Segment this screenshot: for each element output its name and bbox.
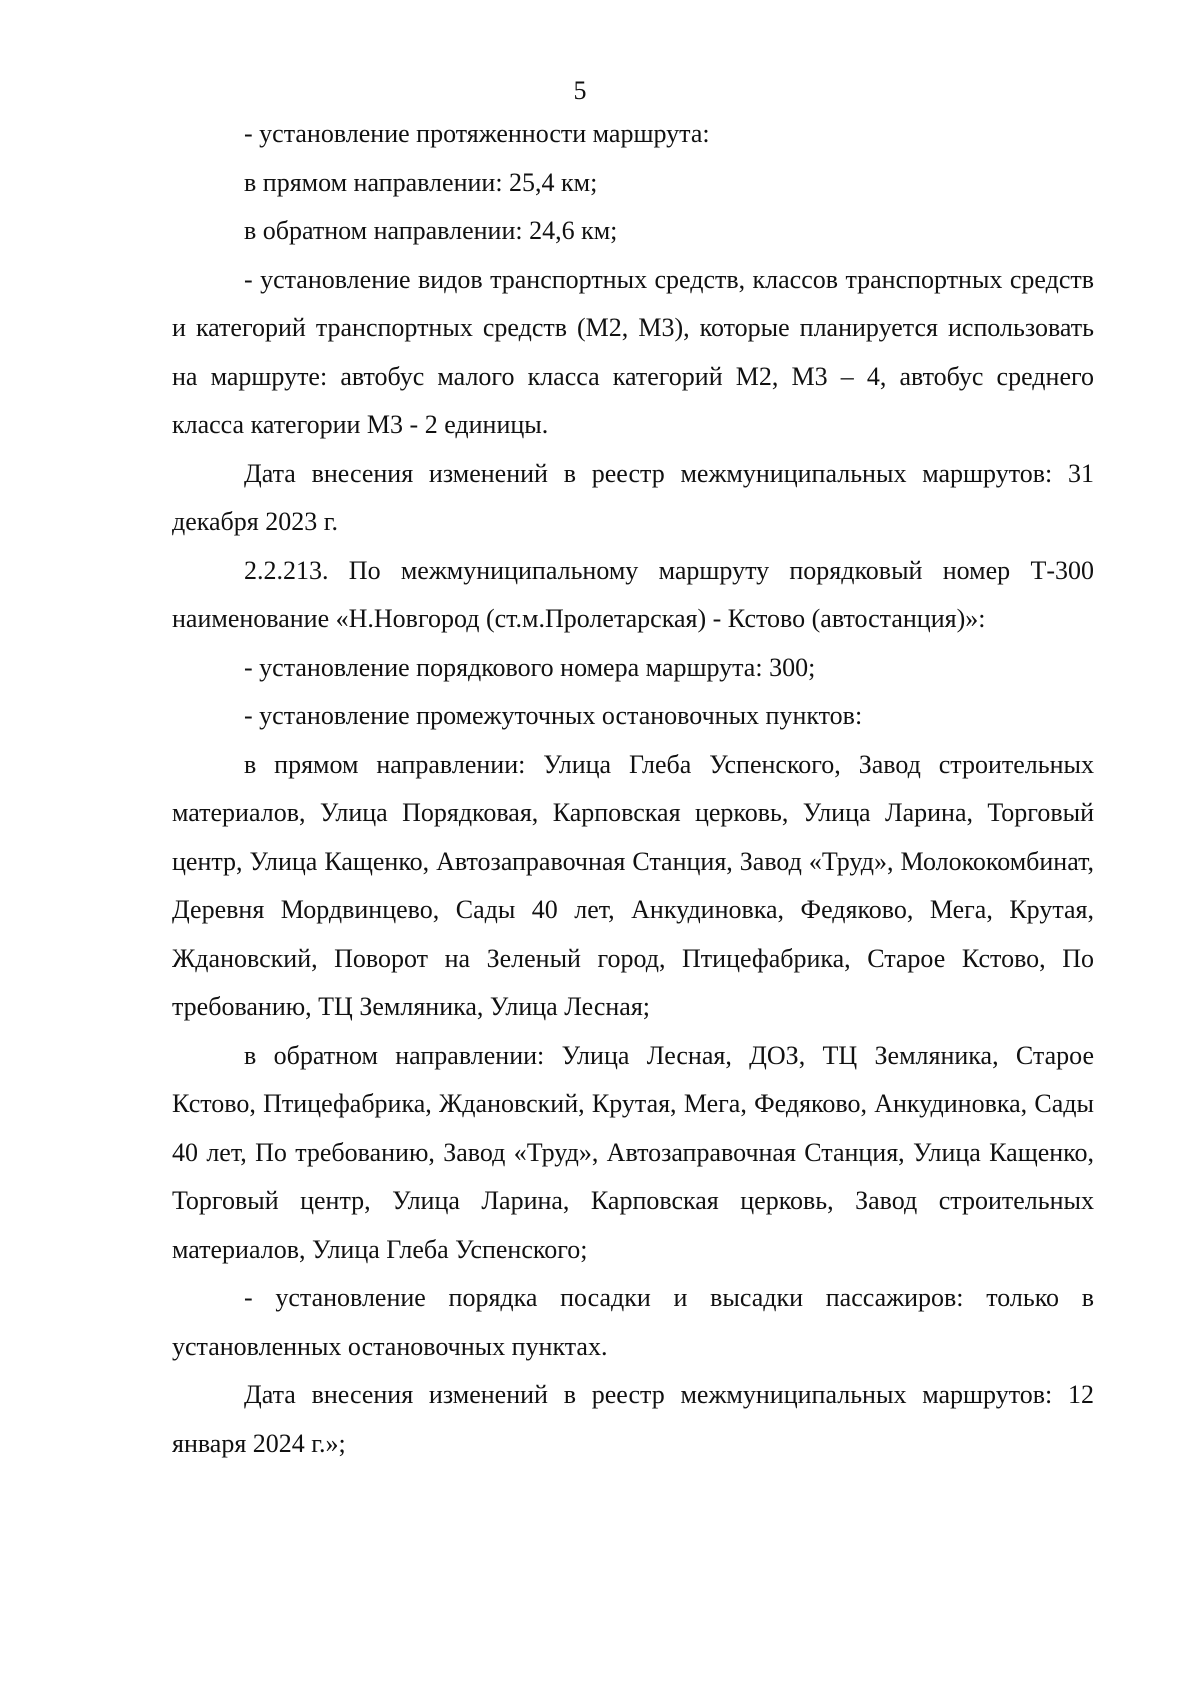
paragraph-forward-length: в прямом направлении: 25,4 км; bbox=[244, 167, 598, 197]
paragraph-vehicle-types: - установление видов транспортных средств, классов транспортных средств и категорий транспортных средств (М2, М3), которые планируется использовать на маршруте: автобус малого класса категорий М2, М3 – 4, автобус среднего класса категории М3 - 2 единицы. bbox=[172, 264, 1094, 439]
paragraph-registry-date-1: Дата внесения изменений в реестр межмуниципальных маршрутов: 31 декабря 2023 г. bbox=[172, 458, 1094, 536]
paragraph-forward-stops: в прямом направлении: Улица Глеба Успенского, Завод строительных материалов, Улица Порядковая, Карповская церковь, Улица Ларина, Торговый центр, Улица Кащенко, Автозаправочная Станция, Завод «Труд», Молококомбинат, Деревня Мордвинцево, Сады 40 лет, Анкудиновка, Федяково, Мега, Крутая, Ждановский, Поворот на Зеленый город, Птицефабрика, Старое Кстово, По требованию, ТЦ Земляника, Улица Лесная; bbox=[172, 749, 1094, 1021]
paragraph-registry-date-2: Дата внесения изменений в реестр межмуниципальных маршрутов: 12 января 2024 г.»; bbox=[172, 1380, 1094, 1458]
paragraph-route-number: - установление порядкового номера маршрута: 300; bbox=[244, 652, 816, 682]
paragraph-route-length: - установление протяженности маршрута: bbox=[244, 119, 710, 148]
page-number: 5 bbox=[573, 76, 587, 105]
paragraph-route-t300-heading: 2.2.213. По межмуниципальному маршруту порядковый номер Т-300 наименование «Н.Новгород (ст.м.Пролетарская) - Кстово (автостанция)»: bbox=[172, 555, 1094, 633]
paragraph-backward-stops: в обратном направлении: Улица Лесная, ДОЗ, ТЦ Земляника, Старое Кстово, Птицефабрика, Ждановский, Крутая, Мега, Федяково, Анкудиновка, Сады 40 лет, По требованию, Завод «Труд», Автозаправочная Станция, Улица Кащенко, Торговый центр, Улица Ларина, Карповская церковь, Завод строительных материалов, Улица Глеба Успенского; bbox=[172, 1040, 1094, 1264]
paragraph-backward-length: в обратном направлении: 24,6 км; bbox=[244, 216, 618, 245]
paragraph-boarding-order: - установление порядка посадки и высадки пассажиров: только в установленных остановочных пунктах. bbox=[172, 1283, 1094, 1361]
document-body bbox=[172, 110, 1094, 1468]
paragraph-intermediate-stops: - установление промежуточных остановочных пунктов: bbox=[244, 701, 863, 730]
